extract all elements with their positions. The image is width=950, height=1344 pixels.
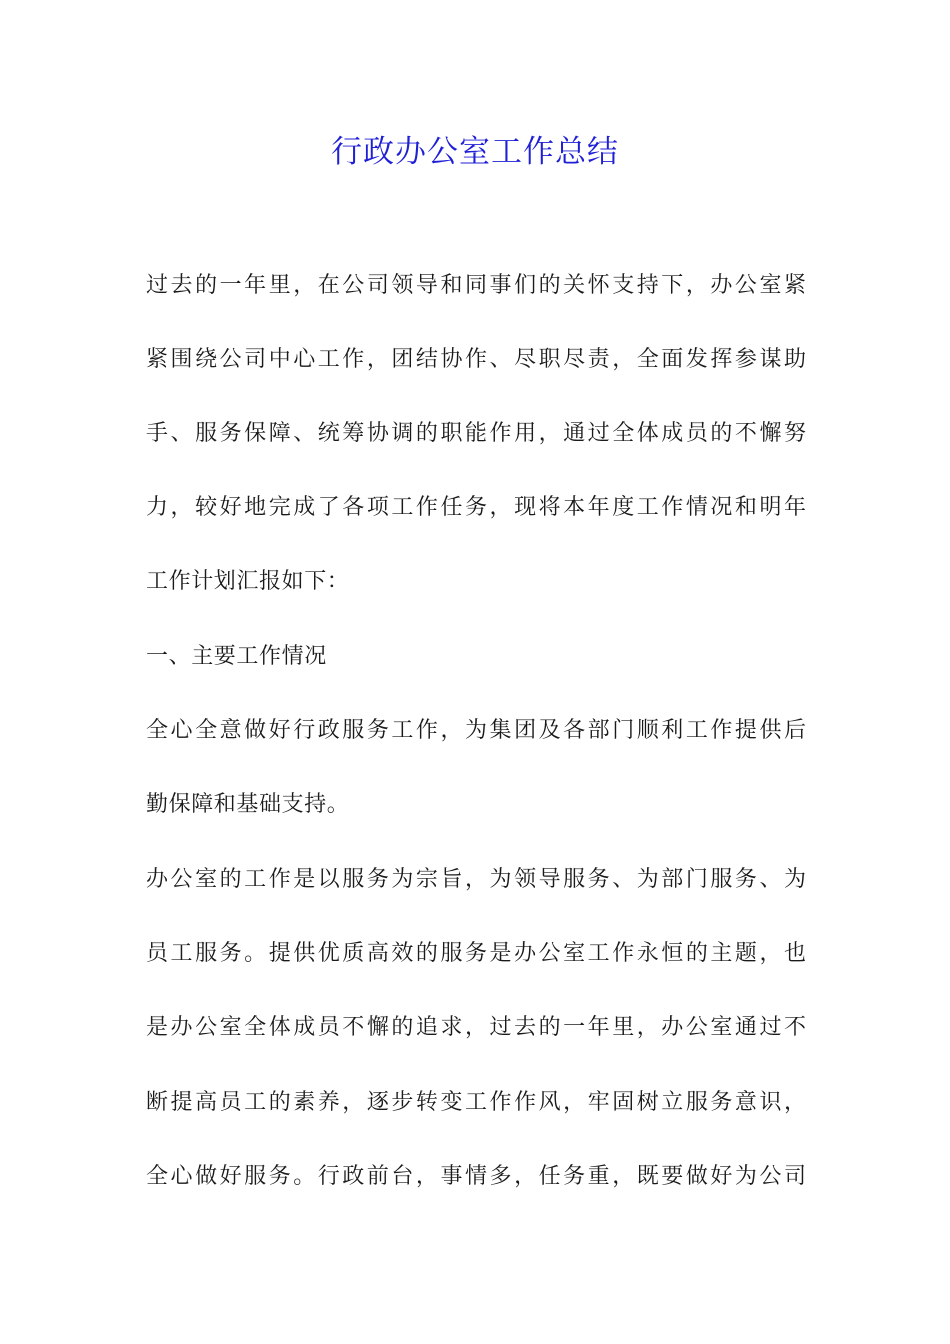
body-text-line: 全心全意做好行政服务工作，为集团及各部门顺利工作提供后 [146, 718, 806, 743]
body-text-line: 是办公室全体成员不懈的追求，过去的一年里，办公室通过不 [146, 1015, 806, 1040]
body-text-line: 全心做好服务。行政前台，事情多，任务重，既要做好为公司 [146, 1164, 806, 1189]
body-text-line: 过去的一年里，在公司领导和同事们的关怀支持下，办公室紧 [146, 273, 806, 298]
section-heading: 一、主要工作情况 [146, 644, 327, 669]
body-text-line: 力，较好地完成了各项工作任务，现将本年度工作情况和明年 [146, 495, 806, 520]
body-text-line: 断提高员工的素养，逐步转变工作作风，牢固树立服务意识， [146, 1090, 806, 1115]
body-text-line: 工作计划汇报如下： [146, 569, 350, 594]
document-title: 行政办公室工作总结 [331, 134, 619, 170]
body-text-line: 员工服务。提供优质高效的服务是办公室工作永恒的主题，也 [146, 941, 806, 966]
body-text-line: 办公室的工作是以服务为宗旨，为领导服务、为部门服务、为 [146, 867, 806, 892]
body-text-line: 勤保障和基础支持。 [146, 792, 350, 817]
body-text-line: 手、服务保障、统筹协调的职能作用，通过全体成员的不懈努 [146, 421, 806, 446]
body-text-line: 紧围绕公司中心工作，团结协作、尽职尽责，全面发挥参谋助 [146, 347, 806, 372]
